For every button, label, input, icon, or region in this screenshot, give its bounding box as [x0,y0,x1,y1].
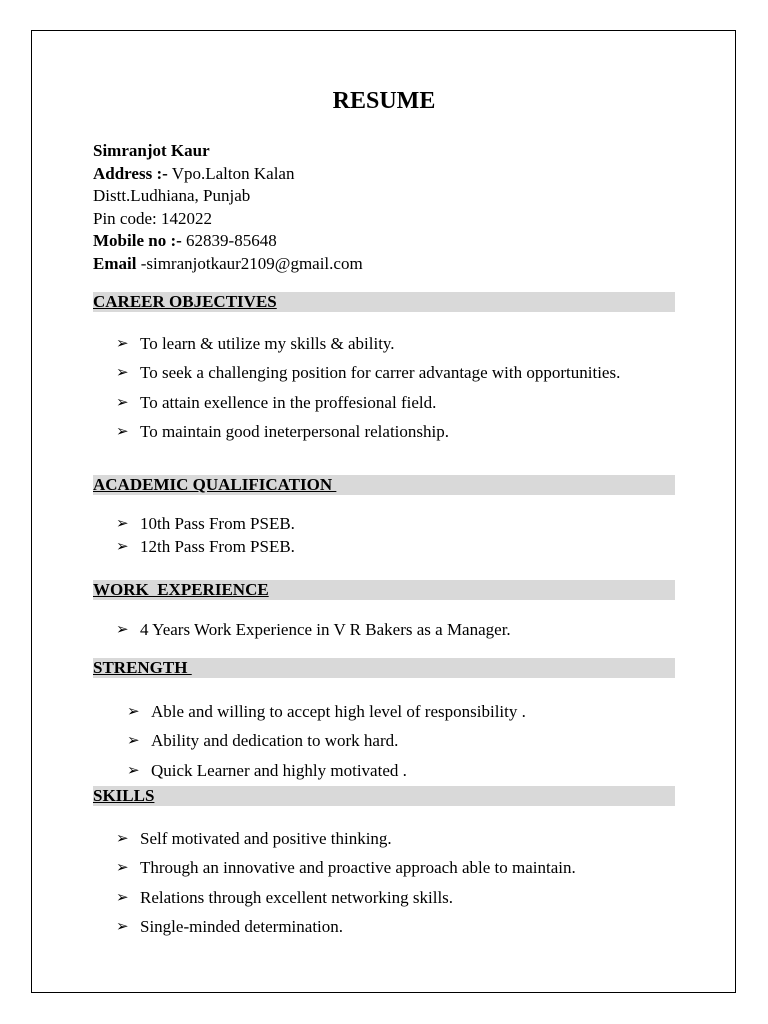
list-item [116,824,576,853]
arrowhead-bullet-icon: ➢ [127,702,140,720]
list-item-text: Able and willing to accept high level of responsibility . [151,702,526,721]
contact-name-line [93,140,363,163]
arrowhead-bullet-icon: ➢ [116,334,129,352]
arrowhead-bullet-icon: ➢ [127,731,140,750]
applicant-name: Simranjot Kaur [93,141,210,160]
list-item-text: To seek a challenging position for carrer advantage with opportunities. [140,363,621,383]
list-item [116,535,295,558]
work-experience-list [116,618,511,641]
contact-pin-line: Pin code: 142022 [93,208,212,228]
arrowhead-bullet-icon: ➢ [127,760,140,779]
list-item-text: Ability and dedication to work hard. [151,731,399,751]
list-item [127,697,526,726]
list-item [116,358,620,387]
list-item [116,883,576,912]
arrowhead-bullet-icon: ➢ [116,916,129,935]
arrowhead-bullet-icon: ➢ [116,829,129,847]
list-item-text: To learn & utilize my skills & ability. [140,334,395,353]
list-item [116,388,620,417]
list-item-text: 12th Pass From PSEB. [140,537,295,556]
section-heading-text: CAREER OBJECTIVES [93,292,277,311]
section-heading-text: SKILLS [93,786,155,805]
mobile-value: 62839-85648 [181,231,277,250]
section-heading-skills [93,786,675,806]
email-value: -simranjotkaur2109@gmail.com [136,253,363,273]
arrowhead-bullet-icon: ➢ [116,363,129,382]
section-heading-work-experience [93,580,675,600]
section-heading-text: STRENGTH [93,658,192,677]
section-heading-academic-qualification [93,475,675,495]
address-label: Address :- [93,163,168,183]
strength-list [127,697,526,785]
arrowhead-bullet-icon: ➢ [116,421,129,440]
list-item [116,912,576,941]
email-label: Email [93,253,137,273]
list-item [116,618,511,641]
list-item [127,726,526,755]
list-item-text: Quick Learner and highly motivated . [151,760,407,780]
list-item-text: To maintain good ineterpersonal relationship. [140,421,449,441]
contact-mobile-line [93,230,363,253]
arrowhead-bullet-icon: ➢ [116,887,129,906]
list-item [116,512,295,535]
list-item-text: 10th Pass From PSEB. [140,514,295,533]
mobile-label: Mobile no :- [93,231,182,250]
list-item-text: Self motivated and positive thinking. [140,829,392,848]
skills-list [116,824,576,941]
contact-address-line [93,163,363,186]
list-item [127,756,526,785]
list-item [116,329,620,358]
section-heading-text: ACADEMIC QUALIFICATION [93,475,337,494]
arrowhead-bullet-icon: ➢ [116,537,129,555]
list-item-text: To attain exellence in the proffesional field. [140,392,437,412]
document-title: RESUME [332,88,436,114]
arrowhead-bullet-icon: ➢ [116,858,129,877]
career-objectives-list [116,329,620,446]
list-item [116,417,620,446]
list-item-text: Single-minded determination. [140,916,344,936]
list-item [116,853,576,882]
list-item-text: 4 Years Work Experience in V R Bakers as a Manager. [140,620,511,639]
list-item-text: Through an innovative and proactive approach able to maintain. [140,858,576,878]
section-heading-strength [93,658,675,678]
contact-block [93,140,363,275]
contact-district-line: Distt.Ludhiana, Punjab [93,186,251,205]
academic-qualification-list [116,512,295,558]
arrowhead-bullet-icon: ➢ [116,514,129,532]
arrowhead-bullet-icon: ➢ [116,620,129,638]
list-item-text: Relations through excellent networking skills. [140,887,454,907]
arrowhead-bullet-icon: ➢ [116,392,129,411]
section-heading-career-objectives [93,292,675,312]
contact-email-line [93,253,363,276]
address-value: Vpo.Lalton Kalan [167,163,295,183]
section-heading-text: WORK EXPERIENCE [93,580,269,599]
